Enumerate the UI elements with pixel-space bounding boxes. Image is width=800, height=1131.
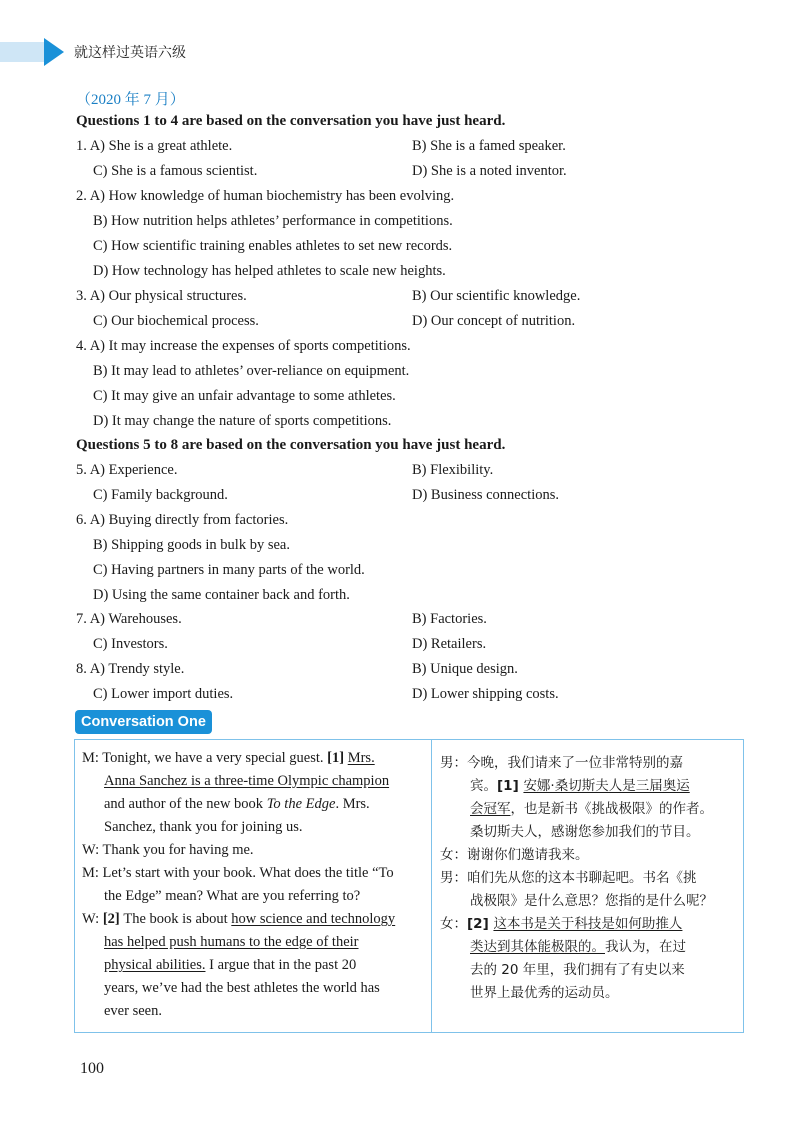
en-m1-line2: Anna Sanchez is a three-time Olympic champion bbox=[104, 773, 390, 789]
en-w2-line4: years, we’ve had the best athletes the world has bbox=[104, 980, 380, 996]
option-2b: B) How nutrition helps athletes’ performance in competitions. bbox=[93, 213, 453, 229]
option-1d: D) She is a noted inventor. bbox=[412, 163, 567, 179]
zh-w1: 女：谢谢你们邀请我来。 bbox=[440, 847, 589, 863]
transcript-divider bbox=[431, 739, 432, 1033]
option-8b: B) Unique design. bbox=[412, 661, 518, 677]
zh-w2-line2: 类达到其体能极限的。我认为，在过 bbox=[470, 939, 686, 955]
en-w2-line1: W: [2] The book is about how science and technology bbox=[82, 911, 396, 927]
zh-m2-line2: 战极限》是什么意思？您指的是什么呢？ bbox=[470, 893, 713, 909]
en-m1-line3: and author of the new book To the Edge. Mrs. bbox=[104, 796, 370, 812]
option-2c: C) How scientific training enables athletes to set new records. bbox=[93, 238, 453, 254]
option-3c: C) Our biochemical process. bbox=[93, 313, 259, 329]
book-title: 就这样过英语六级 bbox=[74, 45, 186, 61]
option-1c: C) She is a famous scientist. bbox=[93, 163, 258, 179]
option-7b: B) Factories. bbox=[412, 611, 487, 627]
option-4b: B) It may lead to athletes’ over-reliance on equipment. bbox=[93, 363, 410, 379]
en-w2-line3: physical abilities. I argue that in the past 20 bbox=[104, 957, 357, 973]
option-5a: A) Experience. bbox=[89, 462, 178, 478]
question-7: 7. A) Warehouses. bbox=[76, 611, 182, 627]
option-5b: B) Flexibility. bbox=[412, 462, 494, 478]
en-w2-line2: has helped push humans to the edge of their bbox=[104, 934, 359, 950]
zh-w2-line4: 世界上最优秀的运动员。 bbox=[470, 985, 619, 1001]
section-heading-1: Questions 1 to 4 are based on the conversation you have just heard. bbox=[76, 113, 506, 129]
en-m2-line1: M: Let’s start with your book. What does the title “To bbox=[82, 865, 394, 881]
option-2d: D) How technology has helped athletes to scale new heights. bbox=[93, 263, 446, 279]
conversation-badge: Conversation One bbox=[75, 710, 212, 734]
option-8a: A) Trendy style. bbox=[89, 661, 185, 677]
option-4a: A) It may increase the expenses of sports competitions. bbox=[89, 338, 411, 354]
option-1b: B) She is a famed speaker. bbox=[412, 138, 566, 154]
option-7d: D) Retailers. bbox=[412, 636, 487, 652]
option-6d: D) Using the same container back and forth. bbox=[93, 587, 350, 603]
en-m2-line2: the Edge” mean? What are you referring to? bbox=[104, 888, 361, 904]
option-3d: D) Our concept of nutrition. bbox=[412, 313, 576, 329]
option-5d: D) Business connections. bbox=[412, 487, 559, 503]
zh-w2-line3: 去的 20 年里，我们拥有了有史以来 bbox=[470, 962, 685, 978]
option-7a: A) Warehouses. bbox=[89, 611, 182, 627]
option-6a: A) Buying directly from factories. bbox=[89, 512, 289, 528]
question-6: 6. A) Buying directly from factories. bbox=[76, 512, 289, 528]
en-m1-line4: Sanchez, thank you for joining us. bbox=[104, 819, 303, 835]
zh-w2-line1: 女：[2] 这本书是关于科技是如何助推人 bbox=[440, 916, 683, 932]
header-arrow-icon bbox=[44, 38, 64, 66]
question-1: 1. A) She is a great athlete. bbox=[76, 138, 233, 154]
zh-m1-line3: 会冠军，也是新书《挑战极限》的作者。 bbox=[470, 801, 713, 817]
option-2a: A) How knowledge of human biochemistry has been evolving. bbox=[89, 188, 455, 204]
option-1a: A) She is a great athlete. bbox=[89, 138, 233, 154]
en-w1: W: Thank you for having me. bbox=[82, 842, 254, 858]
option-4c: C) It may give an unfair advantage to some athletes. bbox=[93, 388, 396, 404]
exam-date: （2020 年 7 月） bbox=[76, 92, 185, 108]
option-6b: B) Shipping goods in bulk by sea. bbox=[93, 537, 290, 553]
option-5c: C) Family background. bbox=[93, 487, 228, 503]
zh-m1-line2: 宾。[1] 安娜·桑切斯夫人是三届奥运 bbox=[470, 778, 690, 794]
question-2: 2. A) How knowledge of human biochemistry has been evolving. bbox=[76, 188, 455, 204]
option-7c: C) Investors. bbox=[93, 636, 168, 652]
question-4: 4. A) It may increase the expenses of sports competitions. bbox=[76, 338, 411, 354]
zh-m2-line1: 男：咱们先从您的这本书聊起吧。书名《挑 bbox=[440, 870, 697, 886]
option-8c: C) Lower import duties. bbox=[93, 686, 234, 702]
header-accent-bar bbox=[0, 42, 44, 62]
question-5: 5. A) Experience. bbox=[76, 462, 178, 478]
en-m1-line1: M: Tonight, we have a very special guest. [1] Mrs. bbox=[82, 750, 375, 766]
en-w2-line5: ever seen. bbox=[104, 1003, 162, 1019]
option-3b: B) Our scientific knowledge. bbox=[412, 288, 581, 304]
zh-m1-line1: 男：今晚，我们请来了一位非常特别的嘉 bbox=[440, 755, 683, 771]
question-3: 3. A) Our physical structures. bbox=[76, 288, 247, 304]
option-6c: C) Having partners in many parts of the world. bbox=[93, 562, 365, 578]
zh-m1-line4: 桑切斯夫人，感谢您参加我们的节目。 bbox=[470, 824, 700, 840]
question-8: 8. A) Trendy style. bbox=[76, 661, 185, 677]
option-4d: D) It may change the nature of sports competitions. bbox=[93, 413, 392, 429]
option-3a: A) Our physical structures. bbox=[89, 288, 247, 304]
section-heading-2: Questions 5 to 8 are based on the conversation you have just heard. bbox=[76, 437, 506, 453]
option-8d: D) Lower shipping costs. bbox=[412, 686, 559, 702]
page-number: 100 bbox=[80, 1060, 104, 1077]
